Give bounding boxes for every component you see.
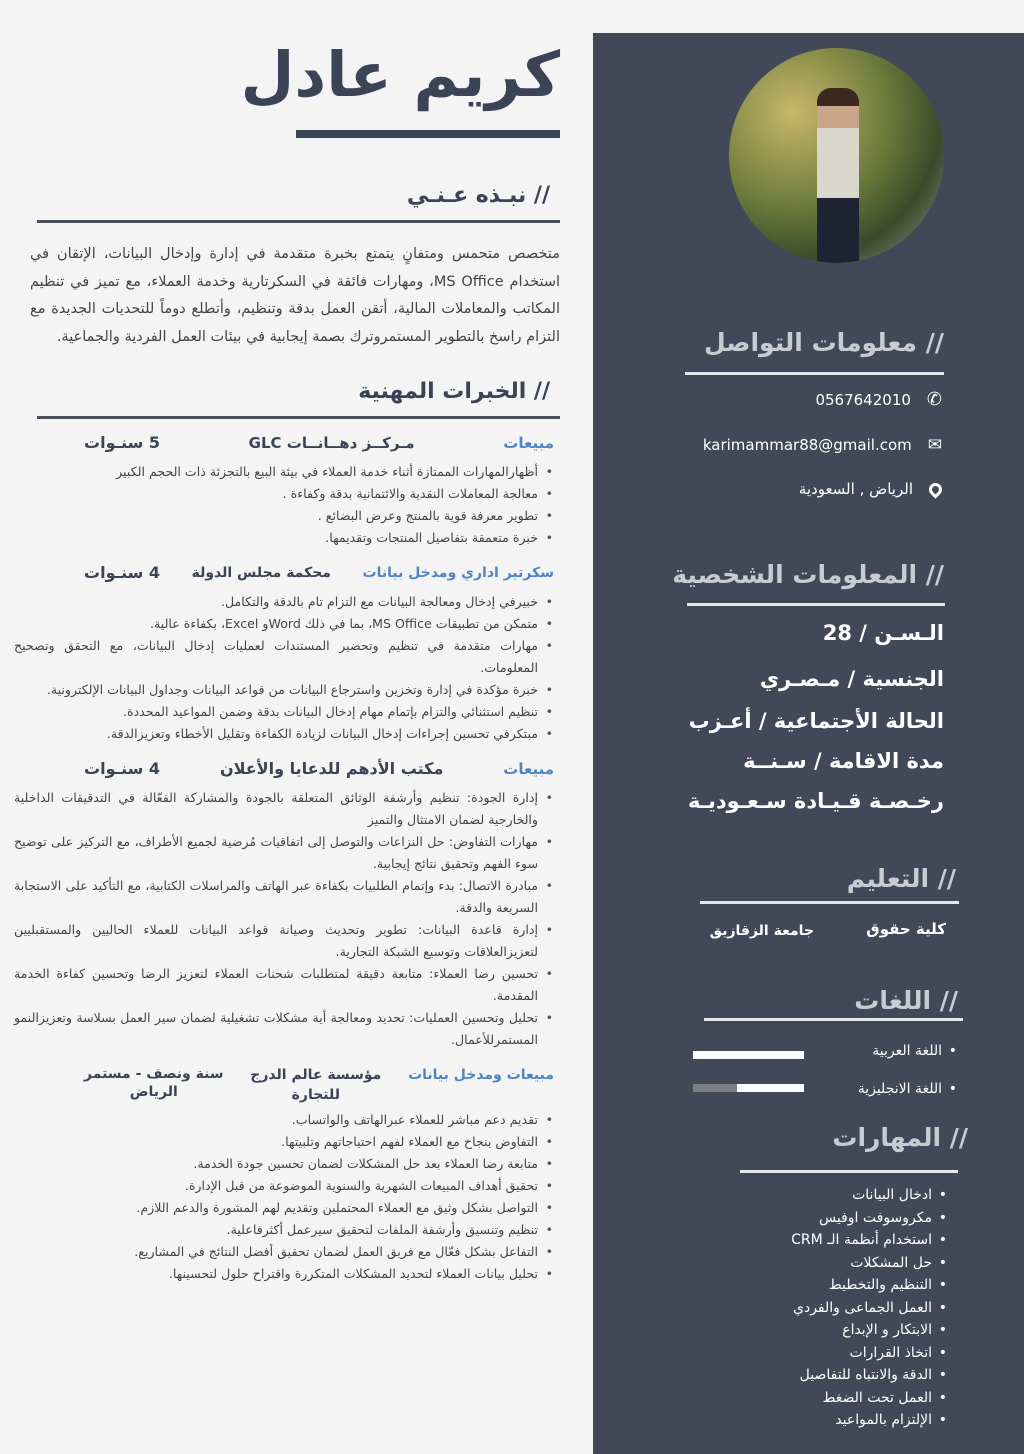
name-underline (296, 130, 560, 138)
job-title: مبيعات (503, 760, 554, 778)
divider (685, 372, 944, 375)
job-company: محكمة مجلس الدولة (191, 565, 331, 581)
location-pin-icon (926, 480, 944, 498)
education-heading: // التعليم (846, 864, 956, 893)
language-arabic: • اللغة العربية (872, 1040, 964, 1063)
personal-nationality: الجنسية / مـصـري (759, 667, 944, 691)
job-company: مـركــز دهــانــات GLC (248, 434, 415, 452)
list-item: • تحقيق أهداف المبيعات الشهرية والسنوية الموضوعة من قبل الإدارة. (14, 1175, 560, 1197)
language-english-bar (693, 1084, 804, 1092)
list-item: • مبادرة الاتصال: بدء وإتمام الطلبيات بكفاءة عبر الهاتف والمراسلات الكتابية، مع التأكيد على الاستجابة السريعة والدقة. (14, 875, 560, 919)
job-4 (14, 1065, 560, 1285)
list-item: • تنظيم وتنسيق وأرشفة الملفات لتحقيق سيرعمل أكثرفاعلية. (14, 1219, 560, 1241)
skill-item: • العمل تحت الضغط (791, 1387, 954, 1410)
divider (700, 901, 959, 904)
job-1 (14, 433, 560, 549)
skill-item: • استخدام أنظمة الـ CRM (791, 1229, 954, 1252)
job-company: مكتب الأدهم للدعايا والأعلان (219, 759, 444, 778)
language-level-fill (693, 1051, 804, 1059)
list-item: • مبتكرفي تحسين إجراءات إدخال البيانات لزيادة الكفاءة وتقليل الأخطاء وتعزيزالدقة. (14, 723, 560, 745)
education-university: جامعة الزقازيق (709, 923, 814, 939)
divider (704, 1018, 963, 1021)
language-level-fill (737, 1084, 804, 1092)
language-english: • اللغة الانجليزية (858, 1078, 964, 1101)
about-heading: // نبـذه عـنـي (406, 183, 550, 208)
contact-heading: // معلومات التواصل (703, 328, 944, 357)
language-arabic-bar (693, 1051, 804, 1059)
divider (37, 220, 560, 223)
email-link[interactable]: karimammar88@gmail.com (702, 436, 912, 454)
about-text: متخصص متحمس ومتفانٍ يتمتع بخبرة متقدمة في إدارة وإدخال البيانات، الإتقان في استخدام MS Office، ومهارات فائقة في السكرتارية وخدمة العملاء، مع تميز في تنظيم المكاتب والمعاملات المالية، أتقن العمل بدقة وتنظيم، وأتطلع دوماً للتحديات الجديدة مع التزام راسخ بالتطوير المستمروترك بصمة إيجابية في بيئات العمل الفردية والجماعية. (30, 246, 561, 345)
list-item: • إدارة قاعدة البيانات: تطوير وتحديث وصيانة قواعد البيانات للعملاء الحاليين والمستقبليين لتعزيزالعلاقات وتوسيع الشبكة التجارية. (14, 919, 560, 963)
skill-item: • مكروسوفت اوفيس (791, 1207, 954, 1230)
list-item: • التفاعل بشكل فعّال مع فريق العمل لضمان تحقيق أفضل النتائج في المشاريع. (14, 1241, 560, 1263)
skill-item: • العمل الجماعى والفردي (791, 1297, 954, 1320)
personal-marital-status: الحالة الأجتماعية / أعـزب (688, 709, 944, 733)
list-item: • التفاوض بنجاح مع العملاء لفهم احتياجاتهم وتلبيتها. (14, 1131, 560, 1153)
job-location: الرياض (129, 1084, 178, 1100)
list-item: • إدارة الجودة: تنظيم وأرشفة الوثائق المتعلقة بالجودة والمشاركة الفعّالة في التدقيقات الداخلية والخارجية لضمان الامتثال والتميز (14, 787, 560, 831)
list-item: • تقديم دعم مباشر للعملاء عبرالهاتف والواتساب. (14, 1109, 560, 1131)
phone-link[interactable]: 0567642010 (815, 390, 911, 409)
location-text: الرياض , السعودية (798, 480, 913, 498)
list-item: • مهارات متقدمة في تنظيم وتحضير المستندات لعمليات إدخال البيانات، مع التحقق وتصحيح المعلومات. (14, 635, 560, 679)
job-3 (14, 759, 560, 1051)
list-item: • متمكن من تطبيقات MS Office، بما في ذلك Wordو Excel، بكفاءة عالية. (14, 613, 560, 635)
job-title: مبيعات (503, 434, 554, 452)
list-item: • أظهارالمهارات الممتازة أثناء خدمة العملاء في بيئة البيع بالتجزئة ذات الحجم الكبير (14, 461, 560, 483)
skill-item: • حل المشكلات (791, 1252, 954, 1275)
list-item: • تنظيم استثنائي والتزام بإتمام مهام إدخال البيانات بدقة وضمن المواعيد المحددة. (14, 701, 560, 723)
list-item: • التواصل بشكل وثيق مع العملاء المحتملين وتقديم لهم المشورة والدعم اللازم. (14, 1197, 560, 1219)
job-years: 4 سنـوات (84, 563, 161, 582)
job-company: مؤسسة عالم الدرج للتجارة (250, 1067, 382, 1103)
job-years: سنة ونصف - مستمر (84, 1066, 224, 1082)
list-item: • تحليل بيانات العملاء لتحديد المشكلات المتكررة واقتراح حلول لتحسينها. (14, 1263, 560, 1285)
list-item: • تحسين رضا العملاء: متابعة دقيقة لمتطلبات شحنات العملاء لتعزيز الرضا وتحسين كفاءة الخدمة المقدمة. (14, 963, 560, 1007)
divider (687, 603, 945, 606)
list-item: • خبيرفي إدخال ومعالجة البيانات مع التزام تام بالدقة والتكامل. (14, 591, 560, 613)
envelope-icon: ✉ (927, 435, 942, 455)
job-2 (14, 563, 560, 745)
personal-heading: // المعلومات الشخصية (672, 560, 944, 589)
job-title: سكرتير اداري ومدخل بيانات (362, 565, 554, 581)
skill-item: • ادخال البيانات (791, 1184, 954, 1207)
person-figure (817, 88, 859, 263)
skill-item: • التنظيم والتخطيط (791, 1274, 954, 1297)
skill-item: • اتخاذ القرارات (791, 1342, 954, 1365)
list-item: • معالجة المعاملات النقدية والائتمانية بدقة وكفاءة . (14, 483, 560, 505)
skill-item: • الدقة والانتباه للتفاصيل (791, 1364, 954, 1387)
experience-heading: // الخبرات المهنية (358, 379, 550, 404)
list-item: • مهارات التفاوض: حل النزاعات والتوصل إلى اتفاقيات مُرضية لجميع الأطراف، مع التركيز على توضيح سوء الفهم وتحقيق نتائج إيجابية. (14, 831, 560, 875)
list-item: • متابعة رضا العملاء بعد حل المشكلات لضمان تحسين جودة الخدمة. (14, 1153, 560, 1175)
list-item: • تحليل وتحسين العمليات: تحديد ومعالجة أية مشكلات تشغيلية لضمان سير العمل بسلاسة وتعزيزالنمو المستمرللأعمال. (14, 1007, 560, 1051)
education-faculty: كلية حقوق (866, 920, 946, 938)
divider (37, 416, 560, 419)
personal-residence: مدة الاقامة / سـنــة (743, 749, 944, 773)
skill-item: • الإلتزام بالمواعيد (791, 1409, 954, 1432)
skill-item: • الابتكار و الإبداع (791, 1319, 954, 1342)
job-title: مبيعات ومدخل بيانات (408, 1067, 554, 1083)
personal-license: رخـصـة قـيـادة سـعـوديـة (688, 789, 944, 813)
job-years: 5 سنـوات (84, 433, 161, 452)
personal-age: الـسـن / 28 (822, 621, 944, 645)
divider (740, 1170, 958, 1173)
list-item: • خبرة مؤكدة في إدارة وتخزين واسترجاع البيانات من قواعد البيانات وجداول البيانات الإلكترونية. (14, 679, 560, 701)
list-item: • خبرة متعمقة بتفاصيل المنتجات وتقديمها. (14, 527, 560, 549)
main-column (14, 183, 560, 1285)
list-item: • تطوير معرفة قوية بالمنتج وعرض البضائع . (14, 505, 560, 527)
job-years: 4 سنـوات (84, 759, 161, 778)
languages-heading: // اللغات (854, 986, 958, 1015)
phone-icon: ✆ (926, 389, 942, 410)
skills-heading: // المهارات (832, 1123, 968, 1152)
candidate-name: كريم عادل (240, 38, 560, 111)
profile-photo (729, 48, 944, 263)
